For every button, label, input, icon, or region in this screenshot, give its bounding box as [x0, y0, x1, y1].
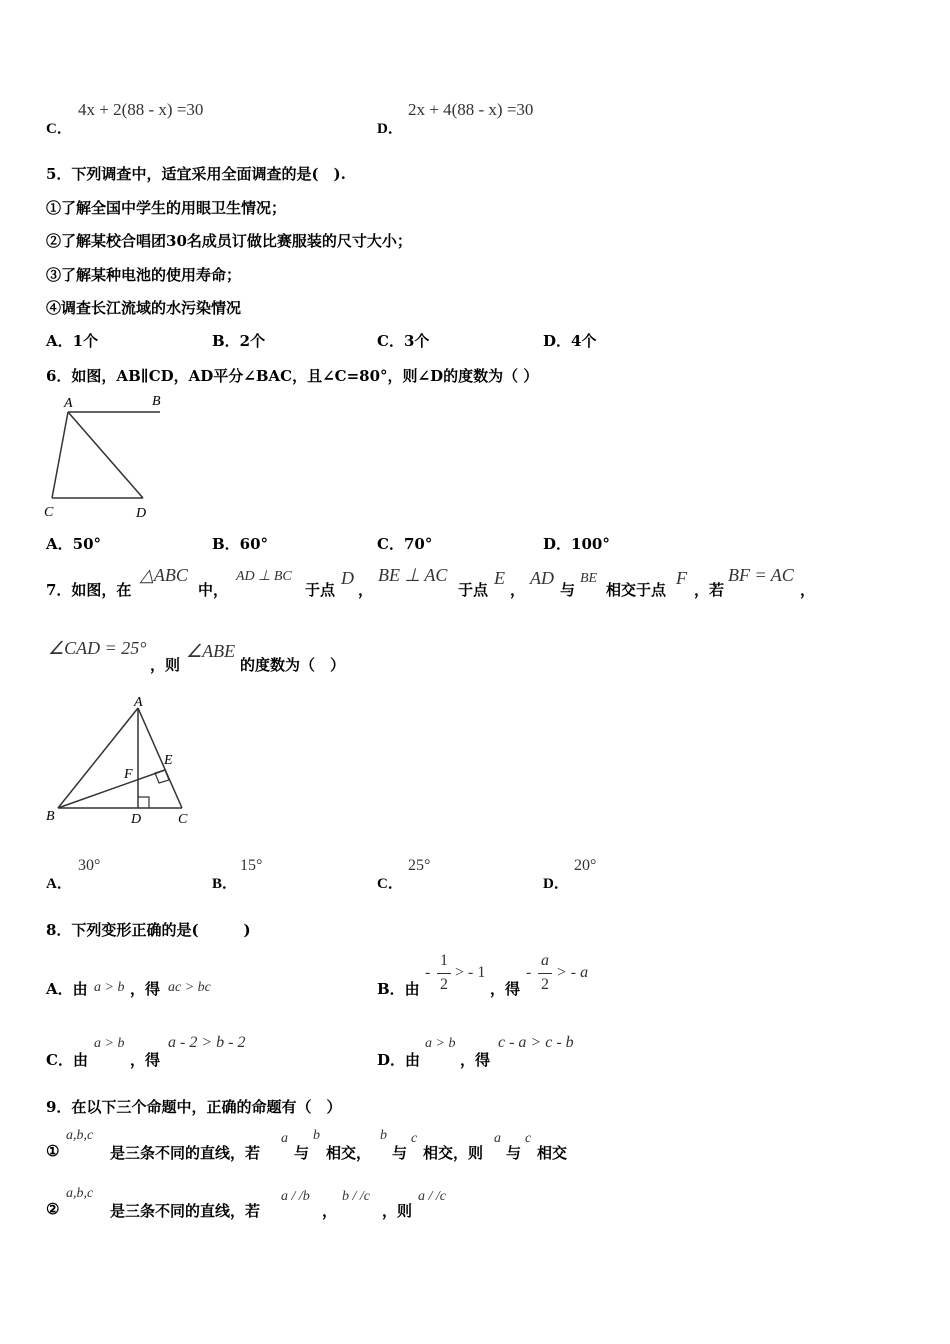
q7-be-perp-ac: BE ⊥ AC: [378, 565, 448, 585]
q8-option-b-denominator-2: 2: [541, 976, 549, 993]
q8-option-c-result: a - 2 > b - 2: [168, 1034, 246, 1051]
q7-label-d: D: [131, 812, 142, 827]
q7-text-zhong: 中，: [198, 581, 229, 599]
q7-label-c: C: [178, 812, 188, 827]
q9-p2-a-parallel-b: a / /b: [281, 1189, 310, 1204]
q8-option-b-rhs-1: > - 1: [455, 964, 486, 981]
q9-p2-ze: ，则: [382, 1202, 413, 1220]
q7-triangle-abc: △ABC: [140, 565, 188, 585]
q8-option-b-numerator-1: 1: [440, 952, 448, 969]
q7-option-d-value: 20°: [574, 857, 597, 874]
q9-p1-yu-1: 与: [294, 1144, 310, 1162]
q6-stem: 6．如图，AB∥CD，AD平分∠BAC，且∠C=80°，则∠D的度数为（ ）: [46, 367, 539, 385]
q6-label-a: A: [64, 396, 73, 411]
q8-option-a-label: A．由: [46, 980, 88, 998]
q5-option-d: D．4个: [543, 332, 597, 350]
q7-text-ze: ，则: [150, 656, 181, 674]
q7-label-b: B: [46, 809, 55, 824]
q7-text-yu: 与: [560, 581, 576, 599]
q9-p1-a: a: [281, 1131, 288, 1146]
q8-option-b-de: ，得: [490, 980, 521, 998]
q9-p1-a2: a: [494, 1131, 501, 1146]
q4-option-c-equation: 4x + 2(88 - x) =30: [78, 100, 204, 119]
q5-item-4: ④调查长江流域的水污染情况: [46, 299, 242, 317]
q9-p1-abc: a,b,c: [66, 1128, 94, 1143]
q6-option-d: D．100°: [543, 535, 610, 553]
q6-label-b: B: [152, 394, 161, 409]
q5-item-1: ①了解全国中学生的用眼卫生情况；: [46, 199, 287, 217]
q8-option-c-de: ，得: [130, 1051, 161, 1069]
q6-label-c: C: [44, 505, 54, 520]
q8-option-c-condition: a > b: [94, 1036, 125, 1051]
q7-point-d: D: [341, 568, 354, 588]
q8-stem: 8．下列变形正确的是( ): [46, 921, 251, 939]
q7-text-yudian-2: 于点: [458, 581, 489, 599]
q5-stem: 5．下列调查中，适宜采用全面调查的是( ).: [46, 165, 346, 183]
q6-option-a: A．50°: [46, 535, 102, 553]
q5-item-2: ②了解某校合唱团30名成员订做比赛服装的尺寸大小；: [46, 232, 412, 250]
q9-p1-text-1: 是三条不同的直线，若: [110, 1144, 261, 1162]
q7-option-a-label: A．: [46, 876, 72, 892]
q6-option-c: C．70°: [377, 535, 433, 553]
q8-option-a-de: ，得: [130, 980, 161, 998]
q7-text-xiangjiao: 相交于点: [606, 581, 667, 599]
q7-label-f: F: [124, 767, 133, 782]
q8-option-b-numerator-2: a: [541, 952, 549, 969]
q8-option-b-minus-2: -: [526, 964, 532, 981]
q9-p2-comma: ，: [322, 1202, 338, 1220]
q7-point-e: E: [494, 568, 505, 588]
q7-label-a: A: [134, 695, 143, 710]
q9-p1-xiangjiao-2: 相交，则: [423, 1144, 484, 1162]
q8-option-c-label: C．由: [46, 1051, 88, 1069]
q7-ad: AD: [530, 568, 554, 588]
q8-option-b-fraction-bar-2: [538, 973, 552, 974]
q9-p1-xiangjiao-1: 相交，: [326, 1144, 372, 1162]
q4-option-c-label: C．: [46, 121, 72, 137]
q7-be: BE: [580, 571, 598, 586]
q8-option-d-condition: a > b: [425, 1036, 456, 1051]
q7-text-tail: 的度数为（ ）: [240, 656, 346, 674]
q9-p1-yu-2: 与: [392, 1144, 408, 1162]
q9-p1-xiangjiao-3: 相交: [537, 1144, 568, 1162]
q8-option-b-minus-1: -: [425, 964, 431, 981]
q8-option-b-denominator-1: 2: [440, 976, 448, 993]
q9-stem: 9．在以下三个命题中，正确的命题有（ ）: [46, 1098, 342, 1116]
q6-line-ac: [52, 412, 68, 498]
q7-comma-2: ，: [510, 581, 526, 599]
q7-label-e: E: [164, 753, 173, 768]
q9-p1-yu-3: 与: [506, 1144, 522, 1162]
q7-option-b-value: 15°: [240, 857, 263, 874]
q7-text-yudian-1: 于点: [305, 581, 336, 599]
q7-comma-1: ，: [358, 581, 374, 599]
q7-comma-3: ，: [800, 581, 816, 599]
q8-option-a-condition: a > b: [94, 980, 125, 995]
q6-line-ad: [68, 412, 143, 498]
q7-ad-perp-bc: AD ⊥ BC: [236, 569, 292, 584]
q7-option-a-value: 30°: [78, 857, 101, 874]
q8-option-a-result: ac > bc: [168, 980, 211, 995]
q5-option-a: A．1个: [46, 332, 99, 350]
q7-line-ac: [138, 708, 182, 808]
q5-item-3: ③了解某种电池的使用寿命；: [46, 266, 242, 284]
q7-option-c-label: C．: [377, 876, 403, 892]
q7-point-f: F: [676, 568, 687, 588]
q8-option-b-fraction-bar-1: [437, 973, 451, 974]
q7-angle-cad: ∠CAD = 25°: [48, 638, 147, 658]
q9-p1-c: c: [411, 1131, 418, 1146]
q9-p2-a-parallel-c: a / /c: [418, 1189, 446, 1204]
q6-option-b: B．60°: [212, 535, 269, 553]
q8-option-d-result: c - a > c - b: [498, 1034, 574, 1051]
q8-option-d-de: ，得: [460, 1051, 491, 1069]
q8-option-d-label: D．由: [377, 1051, 421, 1069]
q9-p2-text-1: 是三条不同的直线，若: [110, 1202, 261, 1220]
q5-option-c: C．3个: [377, 332, 430, 350]
q9-p1-b2: b: [380, 1128, 387, 1143]
q7-option-b-label: B．: [212, 876, 238, 892]
q7-option-d-label: D．: [543, 876, 569, 892]
q7-angle-abe: ∠ABE: [186, 641, 236, 661]
q9-p1-c2: c: [525, 1131, 532, 1146]
q9-p1-b: b: [313, 1128, 320, 1143]
q5-option-b: B．2个: [212, 332, 266, 350]
q7-figure: [40, 692, 200, 832]
q9-p2-abc: a,b,c: [66, 1186, 94, 1201]
q9-p2-number: ②: [46, 1200, 60, 1218]
q4-option-d-equation: 2x + 4(88 - x) =30: [408, 100, 534, 119]
q7-right-angle-d: [138, 797, 149, 808]
q6-label-d: D: [136, 506, 147, 521]
q7-text-ruo: ，若: [694, 581, 725, 599]
q9-p1-number: ①: [46, 1142, 60, 1160]
q7-stem-number: 7．如图，在: [46, 581, 132, 599]
q9-p2-b-parallel-c: b / /c: [342, 1189, 370, 1204]
q7-option-c-value: 25°: [408, 857, 431, 874]
q6-figure: [40, 390, 170, 522]
q8-option-b-label: B．由: [377, 980, 420, 998]
q8-option-b-rhs-2: > - a: [556, 964, 589, 981]
q7-bf-eq-ac: BF = AC: [728, 565, 794, 585]
q4-option-d-label: D．: [377, 121, 403, 137]
